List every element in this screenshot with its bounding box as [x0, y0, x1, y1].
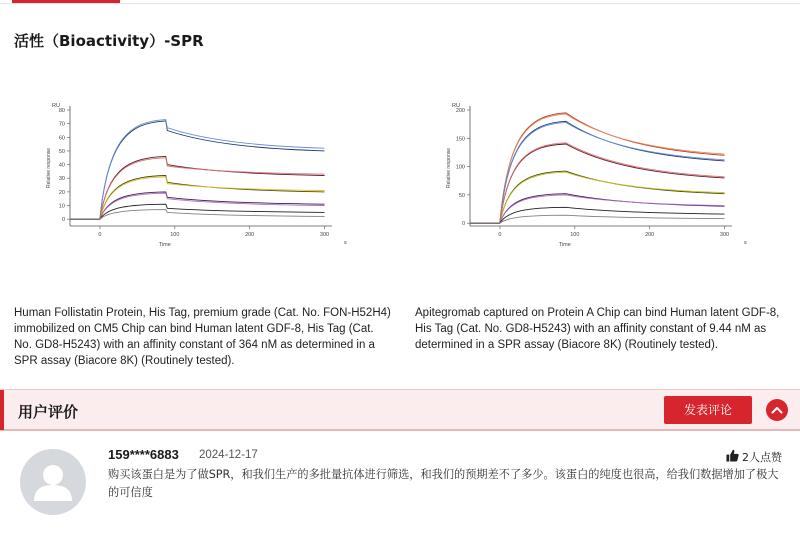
- review-username: 159****6883: [108, 447, 179, 462]
- sensorgram-series: [470, 143, 725, 223]
- x-tick-label: 100: [170, 232, 180, 238]
- y-tick-label: 60: [58, 135, 65, 142]
- x-tick-label: 200: [245, 232, 255, 238]
- reviews-title: 用户评价: [18, 403, 79, 421]
- y-tick-label: 50: [458, 192, 465, 199]
- thumbs-up-icon: [726, 449, 739, 462]
- spr-chart-right-svg: [440, 98, 750, 254]
- x-axis-title: Time: [558, 242, 571, 248]
- sensorgram-series: [470, 215, 725, 223]
- spr-chart-right: [440, 98, 750, 254]
- chart-caption-left: Human Follistatin Protein, His Tag, premium grade (Cat. No. FON-H52H4) immobilized on CM5 Chip can bind Human latent GDF-8, His Tag (Cat. No. GD8-H5243) with an affinity constant of 364 nM as determined in a SPR assay (Biacore 8K) (Routinely tested).: [14, 307, 391, 367]
- y-tick-label: 40: [58, 162, 65, 169]
- user-avatar-icon: [20, 449, 86, 515]
- x-tick-label: 100: [570, 232, 580, 238]
- spr-chart-left-svg: [40, 98, 350, 254]
- sensorgram-series: [470, 113, 725, 223]
- x-tick-label: 0: [498, 232, 502, 238]
- active-tab-indicator: [12, 0, 120, 3]
- y-tick-label: 100: [455, 164, 465, 171]
- like-count: 2人点赞: [742, 451, 782, 464]
- y-tick-label: 0: [61, 217, 65, 224]
- x-axis-title: Time: [158, 242, 171, 248]
- y-unit-label: RU: [52, 103, 60, 109]
- section-title: 活性（Bioactivity）-SPR: [14, 32, 204, 50]
- chart-caption-right: Apitegromab captured on Protein A Chip can bind Human latent GDF-8, His Tag (Cat. No. GD8-H5243) with an affinity constant of 9.44 nM as determined in a SPR assay (Biacore 8K) (Routinely tested).: [415, 307, 780, 351]
- y-tick-label: 70: [58, 121, 65, 128]
- y-tick-label: 50: [58, 148, 65, 155]
- sensorgram-series: [470, 122, 725, 223]
- y-tick-label: 20: [58, 189, 65, 196]
- collapse-button[interactable]: [766, 399, 788, 421]
- y-axis-title: Relative response: [446, 147, 452, 189]
- y-tick-label: 150: [455, 136, 465, 143]
- x-tick-label: 0: [98, 232, 102, 238]
- x-tick-label: 200: [645, 232, 655, 238]
- y-tick-label: 80: [58, 108, 65, 114]
- sensorgram-series: [470, 121, 725, 223]
- reviews-header-bar: [0, 389, 800, 431]
- sensorgram-series: [470, 114, 725, 223]
- sensorgram-series: [70, 177, 325, 219]
- y-tick-label: 200: [455, 108, 465, 114]
- y-tick-label: 0: [461, 221, 465, 228]
- x-unit-label: s: [744, 240, 747, 246]
- x-tick-label: 300: [319, 232, 330, 238]
- review-date: 2024-12-17: [199, 449, 258, 461]
- post-review-button[interactable]: 发表评论: [664, 396, 752, 424]
- sensorgram-series: [70, 192, 325, 219]
- y-tick-label: 10: [58, 203, 65, 210]
- y-axis-title: Relative response: [46, 147, 52, 189]
- x-unit-label: s: [344, 240, 347, 246]
- review-text: 购买该蛋白是为了做SPR，和我们生产的多批量抗体进行筛选，和我们的预期差不了多少。该蛋白的纯度也很高，给我们数据增加了极大的可信度: [108, 468, 779, 499]
- reviews-header-accent: [0, 390, 4, 430]
- y-unit-label: RU: [452, 103, 460, 109]
- sensorgram-series: [70, 210, 325, 220]
- sensorgram-series: [70, 176, 325, 220]
- chevron-up-icon: [771, 405, 783, 415]
- top-divider: [0, 0, 800, 4]
- x-tick-label: 300: [719, 232, 730, 238]
- y-tick-label: 30: [58, 176, 65, 183]
- spr-chart-left: [40, 98, 350, 254]
- sensorgram-series: [70, 193, 325, 219]
